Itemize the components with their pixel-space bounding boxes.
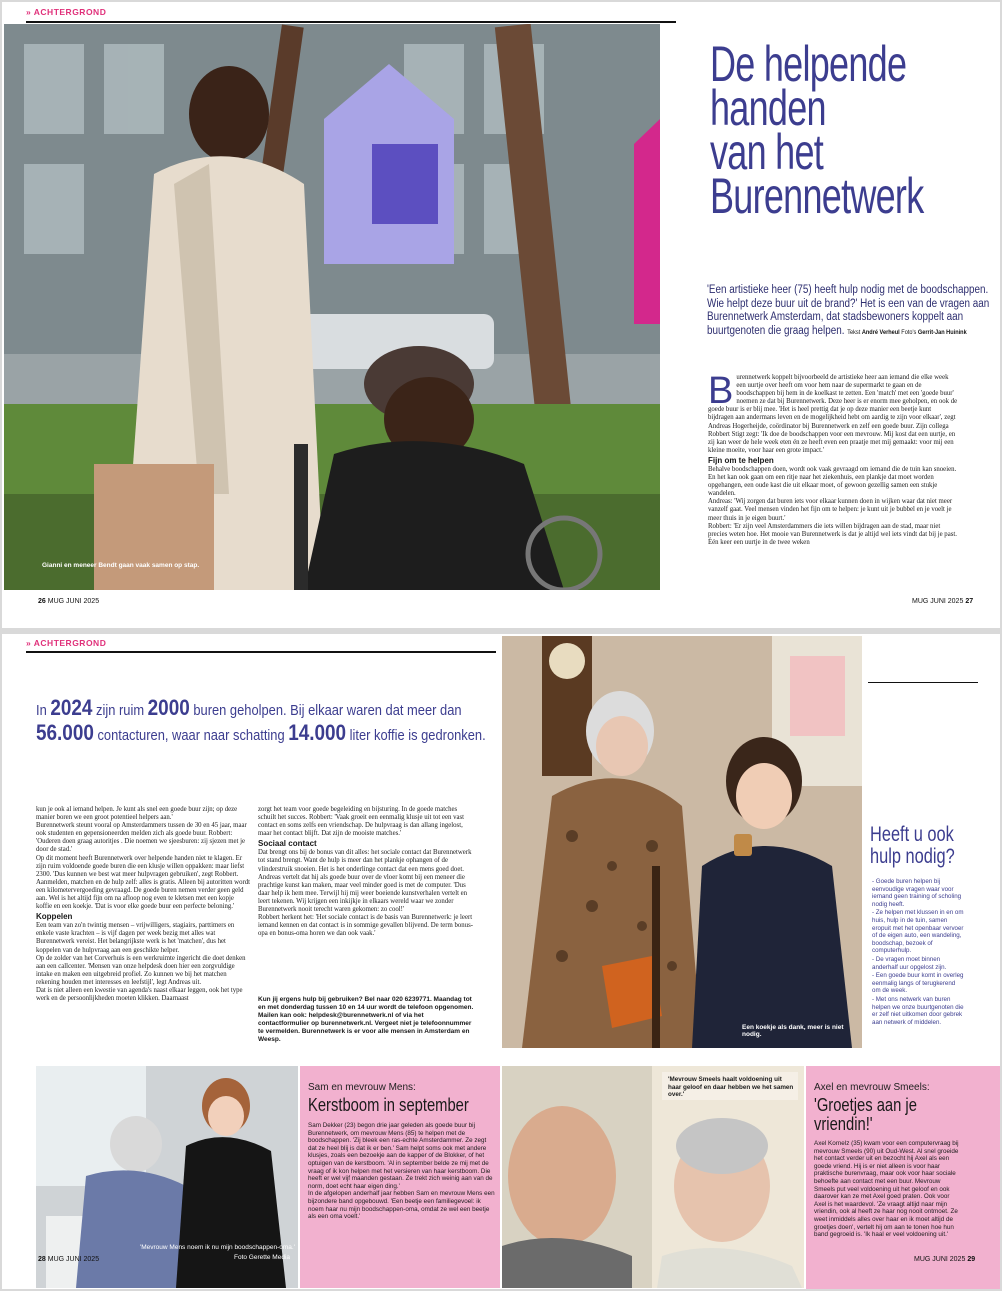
headline-line-1: De helpende [710, 36, 907, 92]
photo-axel-and-mevrouw-smeels [502, 1066, 804, 1288]
subhead-sociaal-contact: Sociaal contact [258, 839, 317, 849]
subhead-koppelen: Koppelen [36, 912, 73, 922]
section-tag: » ACHTERGROND [26, 638, 107, 648]
body-paragraph: zorgt het team voor goede begeleiding en bijsturing. In de goede matches schuilt het succes. Robbert: 'Vaak groeit een eenmalig klusje uit tot een vast contact en soms zelfs een vriendschap. De hulpvraag is dan allang ingelost, maar het contact blijft. Dat zijn de mooiste matches.' [258, 806, 465, 838]
issue-label: MUG JUNI 2025 [47, 598, 100, 605]
folio-left [38, 598, 99, 605]
photo-illustration [502, 636, 862, 1048]
story-1-name: Sam en mevrouw Mens: [308, 1082, 416, 1093]
stat-year: 2024 [50, 695, 93, 720]
header-rule [26, 651, 496, 653]
section-tag: » ACHTERGROND [26, 7, 107, 17]
section-tag-label: ACHTERGROND [33, 638, 107, 648]
stat-liters: 14.000 [288, 720, 347, 745]
subhead-fijn-om-te-helpen: Fijn om te helpen [708, 455, 774, 465]
byline: Tekst André Verheul Foto's Gerrit-Jan Huinink [847, 328, 967, 336]
issue-label: MUG JUNI 2025 [912, 598, 964, 605]
issue-label: MUG JUNI 2025 [47, 1256, 100, 1263]
article-body [708, 374, 958, 588]
infobox-list [872, 878, 964, 1027]
body-paragraph: Dat brengt ons bij de bonus van dit alles: het sociale contact dat Burennetwerk tot stand brengt. Want de hulp is meer dan het plankje ophangen of de vlinderstruik snoeien. Het is het onderlinge contact dat een mens goed doet. Andreas vertelt dat hij als goede buur over de vloer komt bij een meneer die prachtige kunst kan maken, maar veel minder goed is met de computer. 'Dus daar help ik hem mee. Terwijl hij mij weer boeiende kunstverhalen vertelt en leert tekenen. Wij krijgen een inkijkje in elkaars wereld waar we zonder Burennetwerk nooit terecht waren gekomen: zo cool!' [258, 849, 472, 914]
intro-text: Het is een van de vragen aan Burennetwerk Amsterdam, dat stadsbewoners koppelt aan buurtgenoten die graag helpen. [707, 297, 990, 337]
main-photo [4, 24, 660, 590]
body-paragraph: Robbert: 'Er zijn veel Amsterdammers die iets willen bijdragen aan de stad, maar niet precies weten hoe. Het mooie van Burennetwerk is dat je altijd wel iets vindt dat bij je past. Één keer een uurtje in de twee weken [708, 522, 957, 546]
infobox-item: - De vragen moet binnen anderhalf uur opgelost zijn. [872, 955, 947, 971]
story-1-body: Sam Dekker (23) begon drie jaar geleden als goede buur bij Burennetwerk, om mevrouw Mens (85) te helpen met de boodschappen. 'Zij bleek een ras-echte Amsterdammer. Ze zegt dat ze heel blij is dat ik er ben.' Sam helpt soms ook met andere klusjes, zoals een bezoekje aan de kapper of de Blokker, of het optuigen van de kerstboom. 'Al in september belde ze mij met de vraag of ik kon helpen met het versieren van haar kerstboom. Die heeft er wel vijf maanden gestaan. Ze trekt zich weinig aan van de norm, doet echt haar eigen ding.' In de afgelopen anderhalf jaar hebben Sam en mevrouw Mens een bijzondere band opgebouwd. 'Een beetje een familiegevoel: ik noem haar nu mijn boodschappen-oma, omdat ze wel een beetje als een oma voelt.' [308, 1122, 495, 1221]
infobox-item: - Goede buren helpen bij eenvoudige vragen waar voor iemand geen training of scholing nodig heeft. [872, 878, 962, 908]
author-name: André Verheul [861, 328, 900, 336]
photographer-name: Gerrit-Jan Huinink [917, 328, 967, 336]
infobox-item: - Ze helpen met klussen in en om huis, hulp in de tuin, samen eropuit met het openbaar vervoer of de eigen auto, een wandeling, boodschap, bezoek of computerhulp. [872, 909, 964, 955]
page-number: 26 [38, 598, 46, 605]
body-paragraph: Op de zolder van het Corverhuis is een werkruimte ingericht die doet denken aan een callcenter. 'Mensen van onze helpdesk doen hier een zorgvuldige intake en maken een uitgebreid profiel. Zo kunnen we bij het matchen rekening houden met interesses en leefstijl', legt Andreas uit. [36, 954, 246, 986]
page-number: 27 [965, 598, 974, 605]
story-2-body: Axel Kornelz (35) kwam voor een computervraag bij mevrouw Smeels (90) uit Oud-West. Al snel groeide het contact verder uit en bezocht hij Axel als een goede vriend. Hij is er niet alleen is voor haar praktische burenvraag, maar ook voor haar sociale behoefte aan contact met een buur. Mevrouw Smeels put veel voldoening uit het geloof en ook daarover kan ze met Axel goed praten. Ook voor Axel is het waardevol. 'Ze vraagt altijd naar mijn vriendin, ook al heeft ze haar nog nooit ontmoet. Ze weet inmiddels alles over haar en ik moet altijd de groetjes doen', vertelt hij om aan te tonen hoe hun band gegroeid is. 'Ik haal er veel voldoening uit.' [814, 1140, 959, 1239]
story-2-title: 'Groetjes aan je vriendin!' [814, 1095, 917, 1134]
folio-left [38, 1256, 99, 1263]
photo-caption: Gianni en meneer Bendt gaan vaak samen op stap. [42, 562, 200, 569]
body-paragraph: Andreas: 'Wij zorgen dat buren iets voor elkaar kunnen doen in wijken waar dat niet meer vanzelf gaat. Veel mensen vinden het fijn om te helpen: je kunt uit je bubbel en je voelt je meer thuis in je eigen buurt.' [708, 498, 953, 522]
infobox-item: - Met ons netwerk van buren helpen we onze buurtgenoten die er zelf niet uitkomen door gebrek aan netwerk of middelen. [872, 995, 964, 1026]
page-number: 28 [38, 1256, 46, 1263]
headline-line-3: van het [710, 124, 824, 180]
headline-line-4: Burennetwerk [710, 168, 924, 224]
story-1-title: Kerstboom in september [308, 1095, 469, 1115]
body-paragraph: Robbert herkent het: 'Het sociale contact is de basis van Burennetwerk: je leert iemand kennen en dat contact is in sommige gevallen blijvend. De term bonus-opa en bonus-oma horen we dan ook vaak.' [258, 914, 473, 938]
folio-right [912, 598, 973, 605]
article-column-1 [36, 806, 251, 1042]
body-paragraph: Burennetwerk koppelt bijvoorbeeld de artistieke heer aan iemand die elke week een uurtje over heeft om voor hem naar de supermarkt te gaan en de boodschappen bij hem in de koelkast te zetten. Een 'match' met een 'goede buur' noemen ze dat bij Burennetwerk. Deze heer is er enorm mee geholpen, en ook de goede buur is er blij mee. 'Het is heel prettig dat je op deze manier een beetje kunt bijdragen aan andermans leven en de mogelijkheid hebt om aardig te zijn voor elkaar', zegt Andreas Hogerheijde, coördinator bij Burennetwerk en zelf een goede buur. Zijn collega Robbert Stigt zegt: 'Ik doe de boodschappen voor een mevrouw. Mij kost dat een uurtje, en zij kan weer de hele week eten én ze heeft even een praatje met mij gemaakt: voor mij een kleine moeite, voor haar een grote impact.' [708, 374, 958, 454]
stat-helped: 2000 [147, 695, 190, 720]
header-rule [26, 21, 676, 23]
dropcap: B [708, 374, 734, 412]
photo-caption: 'Mevrouw Mens noem ik nu mijn boodschappen-oma.' [140, 1244, 295, 1251]
body-paragraph: Een team van zo'n twintig mensen – vrijwilligers, stagiairs, parttimers en enkele vaste krachten – is vijf dagen per week bezig met alles wat Burennetwerk vereist. Het belangrijkste werk is het 'matchen', dus het koppelen van de hulpvraag aan een geschikte helper. [36, 922, 235, 954]
stat-line-1: In 2024 zijn ruim 2000 buren geholpen. Bij elkaar waren dat meer dan [36, 695, 462, 720]
bottom-spread [2, 634, 1000, 1289]
intro [707, 284, 991, 339]
headline [710, 36, 924, 224]
headline-line-2: handen [710, 80, 826, 136]
contact-block: Kun jij ergens hulp bij gebruiken? Bel naar 020 6239771. Maandag tot en met donderdag tussen 10 en 14 uur wordt de telefoon opgenomen. Mailen kan ook: helpdesk@burennetwerk.nl of via het contactformulier op burennetwerk.nl. Vergeet niet je telefoonnummer te vermelden. Burennetwerk is er voor alle mensen in Amsterdam en Weesp. [258, 996, 474, 1043]
section-tag-label: ACHTERGROND [33, 7, 107, 17]
photo-caption: Een koekje als dank, meer is niet nodig. [742, 1024, 844, 1038]
body-paragraph: kun je ook al iemand helpen. Je kunt als snel een goede buur zijn; op deze manier boren we een groot potentieel helpers aan.' [36, 806, 238, 822]
photo-sam-and-mevrouw-mens [36, 1066, 298, 1288]
infobox-title: Heeft u ook hulp nodig? [870, 823, 955, 868]
main-photo-illustration [4, 24, 660, 590]
body-paragraph: Behalve boodschappen doen, wordt ook vaak gevraagd om iemand die de tuin kan snoeien. En het kan ook gaan om een ritje naar het ziekenhuis, een plankje dat moet worden opgehangen, een oude kast die uit elkaar moet, of gewoon gezellig samen een stukje wandelen. [708, 465, 957, 498]
photo-credit: Foto Gerette Media [234, 1254, 290, 1261]
infobox-rule [868, 682, 978, 683]
photo-elderly-woman-with-volunteer [502, 636, 862, 1048]
stat-line-2: 56.000 contacturen, waar naar schatting 14.000 liter koffie is gedronken. [36, 720, 486, 745]
top-spread [2, 2, 1000, 628]
stat-hours: 56.000 [36, 720, 94, 745]
article-column-2 [258, 806, 476, 992]
body-paragraph: Op dit moment heeft Burennetwerk over helpende handen niet te klagen. Er zijn ruim voldoende goede buren die een klusje willen oppakken: maar liefst 2300. 'Dus kunnen we best wat meer hulpvragen gebruiken', zegt Robbert. Aanmelden, matchen en de hulp zelf: alles is gratis. Alleen bij autoritten wordt een kilometervergoeding gevraagd. De goede buren nemen verder geen geld aan. Wel is het altijd fijn om na afloop nog even te kletsen met een kopje koffie en een koekje. 'Dat is voor elke goede buur een perfecte beloning.' [36, 854, 251, 911]
page-number: 29 [967, 1256, 976, 1263]
story-2-name: Axel en mevrouw Smeels: [814, 1082, 930, 1093]
photo-caption: 'Mevrouw Smeels haalt voldoening uit haar geloof en daar hebben we het samen over.' [668, 1076, 794, 1099]
intro-quote: 'Een artistieke heer (75) heeft hulp nodig met de boodschappen. Wie helpt deze buur uit de brand?' [707, 284, 989, 310]
issue-label: MUG JUNI 2025 [914, 1256, 966, 1263]
infobox-item: - Een goede buur komt in overleg eenmalig langs of terugkerend om de week. [872, 972, 964, 995]
body-paragraph: Burennetwerk steunt vooral op Amsterdammers tussen de 30 en 45 jaar, maar ook studenten en gepensioneerden melden zich als goede buur. Robbert: 'Ouderen doen graag autoritjes . Die noemen we sjeesburen: zij sjezen met je door de stad.' [36, 822, 247, 854]
folio-right [914, 1256, 975, 1263]
body-paragraph: Dat is niet alleen een kwestie van agenda's naast elkaar leggen, ook het type werk en de persoonlijkheden moeten klikken. Daarnaast [36, 986, 243, 1003]
